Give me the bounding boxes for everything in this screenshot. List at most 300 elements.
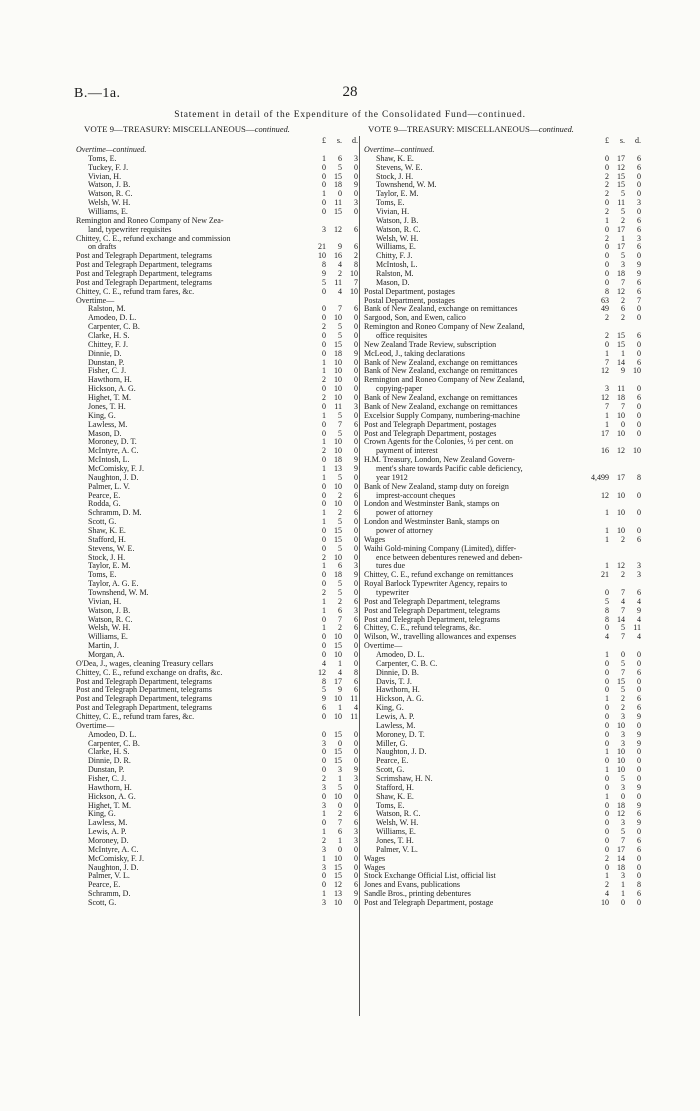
amount-pounds: 1 bbox=[322, 366, 326, 376]
amount-shillings: 12 bbox=[334, 880, 342, 890]
amount-pounds: 2 bbox=[322, 375, 326, 385]
amount-pounds: 1 bbox=[322, 472, 326, 482]
amount bbox=[587, 155, 641, 164]
ledger-entry-text: Sargood, Son, and Ewen, calico bbox=[364, 314, 466, 323]
amount-pounds: 1 bbox=[322, 153, 326, 163]
amount bbox=[587, 855, 641, 864]
ledger-entry-text: Palmer, L. V. bbox=[88, 482, 130, 491]
ledger-entry-text: Welsh, W. H. bbox=[376, 234, 419, 243]
amount-shillings: 13 bbox=[334, 463, 342, 473]
ledger-row bbox=[76, 766, 358, 775]
amount-pounds: 0 bbox=[605, 836, 609, 846]
amount-shillings: 5 bbox=[338, 579, 342, 589]
amount-pounds: 0 bbox=[322, 747, 326, 757]
amount-shillings: 10 bbox=[334, 898, 342, 908]
amount-pence: 7 bbox=[637, 295, 641, 305]
ledger-entry-text: Welsh, W. H. bbox=[88, 199, 131, 208]
amount-shillings: 5 bbox=[338, 587, 342, 597]
ledger-row bbox=[76, 571, 358, 580]
amount-shillings: 7 bbox=[338, 419, 342, 429]
amount bbox=[304, 545, 358, 554]
amount-pence: 6 bbox=[637, 393, 641, 403]
ledger-entry-text: Tuckey, F. J. bbox=[88, 163, 129, 172]
amount-pence: 6 bbox=[637, 889, 641, 899]
ledger-entry-text: McComisky, F. J. bbox=[88, 464, 144, 473]
amount-shillings: 5 bbox=[338, 322, 342, 332]
ledger-entry-text: McComisky, F. J. bbox=[88, 854, 144, 863]
amount-shillings: 13 bbox=[334, 889, 342, 899]
amount-pence: 4 bbox=[637, 632, 641, 642]
amount-shillings: 5 bbox=[338, 162, 342, 172]
ledger-row bbox=[76, 235, 358, 244]
amount bbox=[304, 554, 358, 563]
amount-shillings: 17 bbox=[334, 676, 342, 686]
ledger-entry-text: Chitty, F. J. bbox=[376, 252, 413, 261]
ledger-row bbox=[76, 217, 358, 226]
amount-pence: 0 bbox=[354, 171, 358, 181]
amount-shillings: 15 bbox=[617, 339, 625, 349]
amount-shillings: 1 bbox=[621, 348, 625, 358]
amount bbox=[304, 846, 358, 855]
amount-pence: 0 bbox=[354, 446, 358, 456]
ledger-row bbox=[364, 235, 641, 244]
amount-pounds: 0 bbox=[605, 260, 609, 270]
amount-shillings: 6 bbox=[338, 153, 342, 163]
amount-pounds: 2 bbox=[322, 836, 326, 846]
amount-pounds: 0 bbox=[605, 862, 609, 872]
amount-shillings: 4 bbox=[338, 260, 342, 270]
amount-pence: 4 bbox=[354, 703, 358, 713]
amount-shillings: 2 bbox=[338, 809, 342, 819]
amount-pence: 9 bbox=[637, 738, 641, 748]
ledger-entry-text: Lawless, M. bbox=[376, 721, 416, 730]
ledger-row bbox=[364, 350, 641, 359]
amount-pence: 0 bbox=[354, 525, 358, 535]
amount-pence: 0 bbox=[354, 747, 358, 757]
amount-pounds: 2 bbox=[322, 774, 326, 784]
amount bbox=[304, 633, 358, 642]
amount-pounds: 1 bbox=[605, 791, 609, 801]
ledger-entry-text: Post and Telegraph Department, telegrams bbox=[76, 704, 212, 713]
amount-pounds: 0 bbox=[605, 251, 609, 261]
amount-pounds: 3 bbox=[322, 738, 326, 748]
amount-shillings: 1 bbox=[338, 658, 342, 668]
right-column bbox=[364, 136, 641, 908]
ledger-row bbox=[364, 651, 641, 660]
amount-shillings: 5 bbox=[338, 331, 342, 341]
amount-pence: 6 bbox=[354, 242, 358, 252]
ledger-entry-text: McLeod, J., taking declarations bbox=[364, 349, 465, 358]
ledger-entry-text: Jones, T. H. bbox=[376, 837, 414, 846]
amount-pounds: 8 bbox=[322, 676, 326, 686]
ledger-entry-text: Stock, J. H. bbox=[376, 172, 414, 181]
amount bbox=[587, 314, 641, 323]
ledger-entry-text: Fisher, C. J. bbox=[88, 775, 127, 784]
ledger-row bbox=[76, 810, 358, 819]
amount-pence: 0 bbox=[637, 304, 641, 314]
amount-pounds: 0 bbox=[605, 800, 609, 810]
ledger-entry-text: London and Westminster Bank, stamps on bbox=[364, 500, 500, 509]
ledger-row bbox=[76, 607, 358, 616]
amount-pounds: 1 bbox=[322, 596, 326, 606]
amount-pence: 0 bbox=[354, 375, 358, 385]
amount-pence: 11 bbox=[633, 623, 641, 633]
amount-shillings: 9 bbox=[338, 242, 342, 252]
amount bbox=[304, 757, 358, 766]
amount-pence: 0 bbox=[354, 871, 358, 881]
amount bbox=[304, 350, 358, 359]
amount-shillings: 15 bbox=[617, 331, 625, 341]
amount bbox=[587, 279, 641, 288]
ledger-row bbox=[364, 252, 641, 261]
amount-pence: 8 bbox=[354, 260, 358, 270]
amount-pence: 9 bbox=[637, 800, 641, 810]
ledger-entry-text: Williams, E. bbox=[376, 243, 416, 252]
amount-pence: 0 bbox=[637, 171, 641, 181]
amount-pounds: 2 bbox=[322, 587, 326, 597]
ledger-row bbox=[364, 793, 641, 802]
ledger-entry-text: Jones, T. H. bbox=[88, 402, 126, 411]
amount bbox=[587, 864, 641, 873]
ledger-entry-text: Schramm, D. bbox=[88, 890, 131, 899]
amount-pounds: 0 bbox=[605, 162, 609, 172]
ledger-entry-text: Overtime— bbox=[76, 721, 115, 730]
ledger-entry-text: Hawthorn, H. bbox=[376, 686, 420, 695]
ledger-row bbox=[364, 359, 641, 368]
amount bbox=[304, 403, 358, 412]
amount-pounds: 0 bbox=[605, 756, 609, 766]
ledger-row bbox=[364, 802, 641, 811]
amount bbox=[587, 722, 641, 731]
ledger-entry-text: Chittey, C. E., refund tram fares, &c. bbox=[76, 287, 195, 296]
ledger-row bbox=[364, 243, 641, 252]
ledger-row bbox=[76, 456, 358, 465]
amount-pounds: 0 bbox=[322, 729, 326, 739]
amount bbox=[587, 837, 641, 846]
ledger-entry-text: Remington and Roneo Company of New Zea- bbox=[76, 216, 224, 225]
ledger-row bbox=[364, 430, 641, 439]
amount-pence: 10 bbox=[350, 286, 358, 296]
amount bbox=[304, 500, 358, 509]
amount-shillings: 11 bbox=[334, 277, 342, 287]
page-title: Statement in detail of the Expenditure of the Consolidated Fund—continued. bbox=[174, 110, 526, 120]
amount-pence: 0 bbox=[637, 419, 641, 429]
amount-pence: 0 bbox=[637, 189, 641, 199]
amount-pounds: 1 bbox=[605, 561, 609, 571]
ledger-entry-text: Lawless, M. bbox=[88, 420, 128, 429]
amount-shillings: 10 bbox=[334, 552, 342, 562]
amount-pounds: 0 bbox=[322, 207, 326, 217]
ledger-row bbox=[364, 722, 641, 731]
amount-shillings: 12 bbox=[334, 224, 342, 234]
amount-pence: 3 bbox=[637, 561, 641, 571]
ledger-row bbox=[364, 403, 641, 412]
ledger-entry-text: Williams, E. bbox=[88, 633, 128, 642]
amount-pounds: 2 bbox=[322, 393, 326, 403]
amount-pence: 3 bbox=[354, 153, 358, 163]
ledger-entry-text: Lawless, M. bbox=[88, 819, 128, 828]
amount-pounds: 12 bbox=[601, 366, 609, 376]
amount-pence: 6 bbox=[637, 286, 641, 296]
amount-shillings: 0 bbox=[621, 649, 625, 659]
ledger-row bbox=[76, 430, 358, 439]
amount-pence: 0 bbox=[354, 393, 358, 403]
amount bbox=[587, 890, 641, 899]
amount-pounds: 1 bbox=[605, 649, 609, 659]
amount bbox=[587, 208, 641, 217]
amount-shillings: 7 bbox=[621, 401, 625, 411]
ledger-row bbox=[76, 651, 358, 660]
ledger-entry-text: Toms, E. bbox=[376, 801, 405, 810]
amount bbox=[587, 607, 641, 616]
amount-pounds: 2 bbox=[322, 322, 326, 332]
amount bbox=[304, 359, 358, 368]
amount-pounds: 9 bbox=[322, 269, 326, 279]
amount-shillings: 14 bbox=[617, 853, 625, 863]
amount-pounds: 1 bbox=[322, 889, 326, 899]
amount bbox=[587, 412, 641, 421]
ledger-entry-text: Stock, J. H. bbox=[88, 553, 126, 562]
amount-shillings: 1 bbox=[338, 774, 342, 784]
ledger-row bbox=[364, 394, 641, 403]
amount bbox=[304, 642, 358, 651]
amount-pence: 3 bbox=[354, 401, 358, 411]
amount bbox=[304, 252, 358, 261]
ledger-entry-text: McIntosh, L. bbox=[376, 261, 418, 270]
amount-shillings: 2 bbox=[621, 694, 625, 704]
amount-pounds: 1 bbox=[322, 517, 326, 527]
amount-pounds: 0 bbox=[605, 720, 609, 730]
ledger-row bbox=[364, 607, 641, 616]
ledger-row bbox=[76, 669, 358, 678]
amount-shillings: 7 bbox=[338, 614, 342, 624]
amount-pounds: 0 bbox=[605, 729, 609, 739]
amount-pence: 6 bbox=[354, 490, 358, 500]
amount-shillings: 10 bbox=[334, 632, 342, 642]
ledger-entry-text: Lewis, A. P. bbox=[88, 828, 127, 837]
ledger-row bbox=[76, 385, 358, 394]
amount-pence: 3 bbox=[354, 836, 358, 846]
amount-pence: 0 bbox=[354, 428, 358, 438]
ledger-entry-text: power of attorney bbox=[376, 509, 433, 518]
amount-pounds: 3 bbox=[322, 782, 326, 792]
amount-pence: 0 bbox=[354, 517, 358, 527]
ledger-entry-text: typewriter bbox=[376, 588, 409, 597]
amount-pounds: 0 bbox=[605, 685, 609, 695]
ledger-entry-text: Excelsior Supply Company, numbering-machine bbox=[364, 411, 520, 420]
ledger-row bbox=[76, 545, 358, 554]
amount-shillings: 7 bbox=[338, 818, 342, 828]
amount-shillings: 18 bbox=[617, 393, 625, 403]
amount-shillings: 3 bbox=[338, 765, 342, 775]
amount bbox=[304, 571, 358, 580]
amount-pence: 6 bbox=[354, 676, 358, 686]
amount-pounds: 1 bbox=[605, 508, 609, 518]
ledger-entry-text: ment's share towards Pacific cable deficiency, bbox=[376, 464, 523, 473]
amount-pence: 9 bbox=[637, 260, 641, 270]
amount-shillings: 5 bbox=[338, 543, 342, 553]
amount-pence: 0 bbox=[637, 898, 641, 908]
amount-shillings: 1 bbox=[621, 233, 625, 243]
amount-pounds: 0 bbox=[605, 277, 609, 287]
amount-shillings: 14 bbox=[617, 357, 625, 367]
amount-pounds: 2 bbox=[605, 853, 609, 863]
ledger-entry-text: Bank of New Zealand, exchange on remittances bbox=[364, 367, 518, 376]
amount bbox=[304, 199, 358, 208]
ledger-entry-text: Scrimshaw, H. N. bbox=[376, 775, 433, 784]
amount-shillings: 6 bbox=[338, 561, 342, 571]
amount-shillings: 11 bbox=[334, 198, 342, 208]
amount-pounds: 1 bbox=[605, 694, 609, 704]
amount bbox=[587, 288, 641, 297]
ledger-entry-text: Remington and Roneo Company of New Zealand, bbox=[364, 376, 525, 385]
amount-pounds: 1 bbox=[322, 437, 326, 447]
ledger-entry-text: Vivian, H. bbox=[88, 597, 122, 606]
amount bbox=[304, 367, 358, 376]
amount-pence: 0 bbox=[354, 313, 358, 323]
amount bbox=[587, 828, 641, 837]
amount bbox=[304, 430, 358, 439]
ledger-row bbox=[364, 199, 641, 208]
amount-shillings: 2 bbox=[338, 269, 342, 279]
amount-shillings: 10 bbox=[617, 428, 625, 438]
ledger-row bbox=[364, 421, 641, 430]
amount bbox=[304, 270, 358, 279]
amount-pence: 3 bbox=[354, 561, 358, 571]
ledger-entry-text: Bank of New Zealand, exchange on remittances bbox=[364, 402, 518, 411]
ledger-row bbox=[76, 474, 358, 483]
amount-pence: 0 bbox=[637, 525, 641, 535]
amount-pence: 0 bbox=[637, 658, 641, 668]
ledger-row bbox=[76, 793, 358, 802]
amount-shillings: 2 bbox=[338, 596, 342, 606]
ledger-row bbox=[76, 713, 358, 722]
ledger-row bbox=[364, 164, 641, 173]
ledger-entry-text: Schramm, D. M. bbox=[88, 509, 142, 518]
ledger-entry-text: Martin, J. bbox=[88, 642, 119, 651]
amount-pence: 0 bbox=[637, 410, 641, 420]
amount bbox=[587, 740, 641, 749]
amount-shillings: 15 bbox=[334, 641, 342, 651]
amount-pounds: 0 bbox=[322, 525, 326, 535]
amount-shillings: 15 bbox=[334, 171, 342, 181]
ledger-entry-text: Taylor, A. G. E. bbox=[88, 580, 139, 589]
amount-shillings: 18 bbox=[334, 570, 342, 580]
amount-shillings: 15 bbox=[334, 525, 342, 535]
amount bbox=[304, 518, 358, 527]
ledger-row bbox=[364, 447, 641, 456]
amount-shillings: 9 bbox=[621, 366, 625, 376]
ledger-entry-text: Watson, R. C. bbox=[88, 615, 133, 624]
amount-pence: 0 bbox=[637, 207, 641, 217]
amount-pence: 0 bbox=[637, 720, 641, 730]
amount-pounds: 0 bbox=[322, 331, 326, 341]
ledger-entry-text: Post and Telegraph Department, telegrams bbox=[76, 677, 212, 686]
amount bbox=[304, 731, 358, 740]
amount-pounds: 49 bbox=[601, 304, 609, 314]
amount bbox=[304, 385, 358, 394]
ledger-row bbox=[364, 899, 641, 908]
amount-shillings: 10 bbox=[334, 375, 342, 385]
amount-pence: 0 bbox=[637, 676, 641, 686]
ledger-row bbox=[76, 190, 358, 199]
amount-pence: 6 bbox=[637, 224, 641, 234]
ledger-row bbox=[76, 704, 358, 713]
ledger-entry-text: Chittey, C. E., refund telegrams, &c. bbox=[364, 624, 482, 633]
ledger-entry-text: Amodeo, D. L. bbox=[88, 314, 137, 323]
amount-pence: 3 bbox=[637, 570, 641, 580]
ledger-row bbox=[364, 323, 641, 332]
ledger-entry-text: Post and Telegraph Department, telegrams bbox=[76, 261, 212, 270]
ledger-row bbox=[364, 580, 641, 589]
ledger-entry-text: Ralston, M. bbox=[88, 305, 126, 314]
amount-pence: 0 bbox=[354, 552, 358, 562]
ledger-row bbox=[364, 642, 641, 651]
ledger-entry-text: Palmer, V. L. bbox=[376, 845, 418, 854]
amount-pounds: 3 bbox=[322, 898, 326, 908]
ledger-row bbox=[76, 500, 358, 509]
amount-shillings: 2 bbox=[338, 508, 342, 518]
amount-pounds: 1 bbox=[322, 623, 326, 633]
ledger-entry-text: Chittey, C. E., refund exchange on drafts, &c. bbox=[76, 668, 223, 677]
amount-pounds: 0 bbox=[322, 384, 326, 394]
amount-pounds: 0 bbox=[322, 871, 326, 881]
amount-shillings: 10 bbox=[334, 791, 342, 801]
ledger-entry-text: Watson, R. C. bbox=[88, 190, 133, 199]
amount bbox=[304, 323, 358, 332]
ledger-row bbox=[76, 403, 358, 412]
amount-shillings: 15 bbox=[334, 862, 342, 872]
amount-pounds: 8 bbox=[322, 260, 326, 270]
ledger-row bbox=[76, 350, 358, 359]
amount-shillings: 3 bbox=[621, 782, 625, 792]
ledger-row bbox=[364, 686, 641, 695]
ledger-row bbox=[76, 802, 358, 811]
amount bbox=[587, 181, 641, 190]
amount-pounds: 2 bbox=[605, 189, 609, 199]
amount-pounds: 0 bbox=[605, 623, 609, 633]
amount-shillings: 2 bbox=[621, 534, 625, 544]
ledger-row bbox=[76, 288, 358, 297]
ledger-entry-text: Post and Telegraph Department, postage bbox=[364, 899, 494, 908]
amount bbox=[587, 350, 641, 359]
amount-pence: 6 bbox=[637, 667, 641, 677]
ledger-entry-text: Post and Telegraph Department, telegrams bbox=[76, 686, 212, 695]
ledger-entry-text: Mason, D. bbox=[376, 278, 410, 287]
amount-shillings: 14 bbox=[617, 614, 625, 624]
amount-pence: 0 bbox=[637, 508, 641, 518]
amount-pounds: 0 bbox=[322, 765, 326, 775]
amount-pence: 0 bbox=[354, 534, 358, 544]
amount-pounds: 2 bbox=[605, 313, 609, 323]
ledger-entry-text: Toms, E. bbox=[88, 154, 117, 163]
amount bbox=[304, 509, 358, 518]
ledger-entry-text: Bank of New Zealand, stamp duty on foreign bbox=[364, 482, 509, 491]
amount-shillings: 10 bbox=[334, 437, 342, 447]
amount bbox=[304, 766, 358, 775]
amount-pounds: 1 bbox=[322, 809, 326, 819]
ledger-entry-text: Moroney, D. T. bbox=[376, 730, 425, 739]
ledger-row bbox=[76, 509, 358, 518]
ledger-row bbox=[364, 341, 641, 350]
amount bbox=[304, 607, 358, 616]
ledger-entry-text: Remington and Roneo Company of New Zealand, bbox=[364, 323, 525, 332]
ledger-entry-text: Watson, J. B. bbox=[376, 216, 419, 225]
amount bbox=[304, 802, 358, 811]
amount bbox=[304, 598, 358, 607]
amount-pounds: 12 bbox=[601, 393, 609, 403]
ledger-row bbox=[76, 775, 358, 784]
